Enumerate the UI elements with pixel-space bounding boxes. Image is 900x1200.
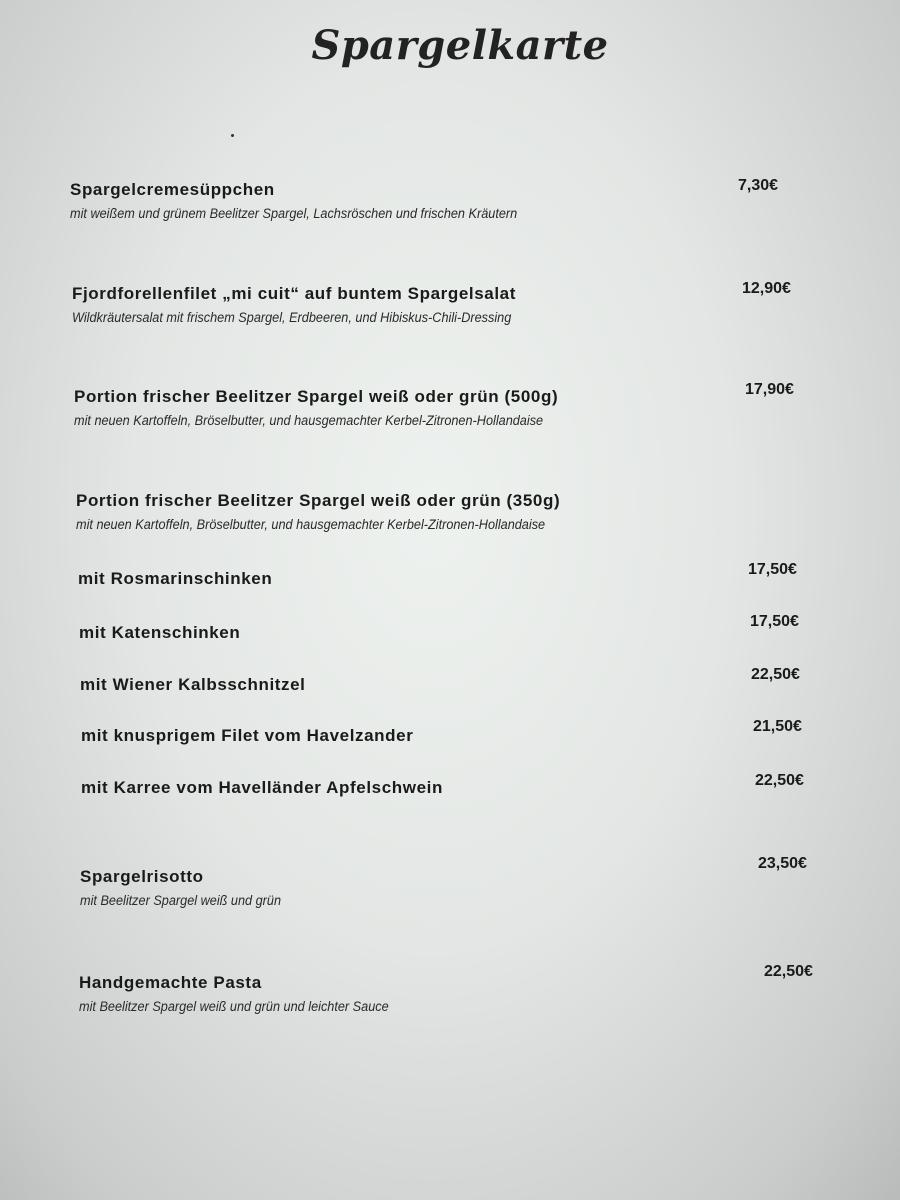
menu-item [72, 284, 852, 325]
menu-item-price: 23,50€ [758, 855, 807, 872]
menu-item-description: mit weißem und grünem Beelitzer Spargel, Lachsröschen und frischen Kräutern [70, 206, 518, 221]
menu-item-name: Portion frischer Beelitzer Spargel weiß oder grün (350g) [76, 491, 561, 510]
menu-item-price: 17,50€ [750, 613, 799, 630]
menu-item [80, 675, 860, 695]
menu-item-name: mit Wiener Kalbsschnitzel [80, 675, 306, 694]
menu-item-price: 7,30€ [738, 177, 779, 194]
menu-item-price: 17,50€ [748, 561, 797, 578]
menu-item [76, 491, 856, 532]
menu-item-description: mit neuen Kartoffeln, Bröselbutter, und hausgemachter Kerbel-Zitronen-Hollandaise [74, 413, 544, 428]
menu-item-name: mit Karree vom Havelländer Apfelschwein [81, 778, 443, 797]
paper-mark [231, 134, 234, 137]
menu-item-name: mit Katenschinken [79, 623, 241, 642]
menu-item-price: 22,50€ [751, 666, 800, 683]
menu-item [78, 569, 858, 589]
menu-item-description: mit neuen Kartoffeln, Bröselbutter, und hausgemachter Kerbel-Zitronen-Hollandaise [76, 517, 546, 532]
menu-item [81, 726, 861, 746]
menu-item-name: Portion frischer Beelitzer Spargel weiß oder grün (500g) [74, 387, 559, 406]
menu-item-description: mit Beelitzer Spargel weiß und grün und leichter Sauce [79, 999, 389, 1014]
menu-item-price: 22,50€ [755, 772, 804, 789]
menu-item-name: mit Rosmarinschinken [78, 569, 273, 588]
menu-item-name: Spargelcremesüppchen [70, 180, 275, 199]
menu-item-price: 12,90€ [742, 280, 791, 297]
menu-item [79, 973, 859, 1014]
menu-item-description: mit Beelitzer Spargel weiß und grün [80, 893, 282, 908]
menu-item-name: Spargelrisotto [80, 867, 204, 886]
menu-item-name: Fjordforellenfilet „mi cuit“ auf buntem Spargelsalat [72, 284, 516, 303]
menu-item-name: mit knusprigem Filet vom Havelzander [81, 726, 414, 745]
menu-item [74, 387, 854, 428]
menu-item [79, 623, 859, 643]
menu-item-name: Handgemachte Pasta [79, 973, 262, 992]
menu-item [70, 180, 850, 221]
menu-item-description: Wildkräutersalat mit frischem Spargel, Erdbeeren, und Hibiskus-Chili-Dressing [72, 310, 512, 325]
menu-item [80, 867, 860, 908]
menu-item-price: 21,50€ [753, 718, 802, 735]
menu-item-price: 17,90€ [745, 381, 794, 398]
menu-item-price: 22,50€ [764, 963, 813, 980]
menu-title: Spargelkarte [311, 22, 609, 69]
menu-item [81, 778, 861, 798]
